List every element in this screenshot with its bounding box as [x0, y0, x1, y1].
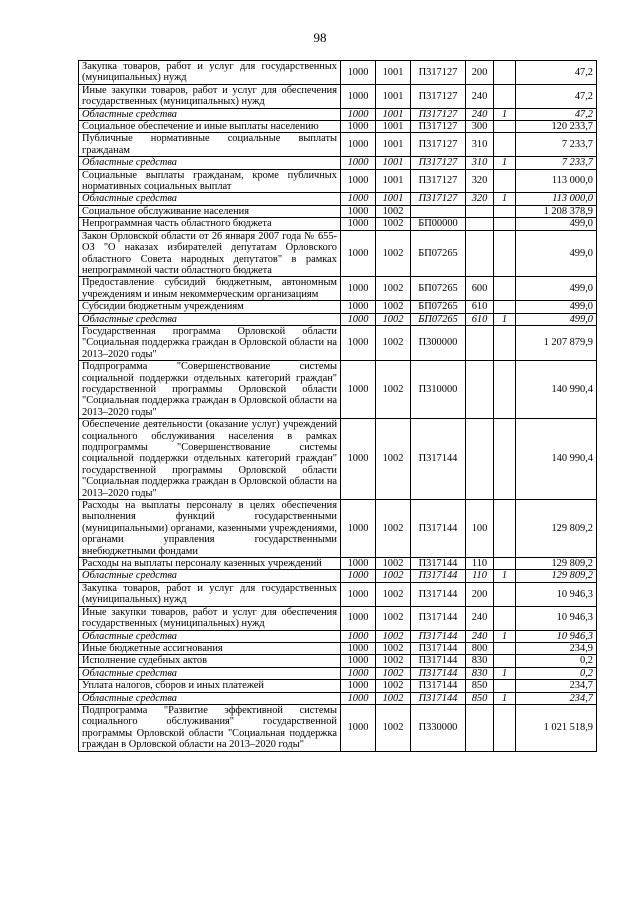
table-row	[79, 193, 597, 205]
amount: 113 000,0	[516, 169, 597, 193]
page-number: 98	[313, 30, 327, 45]
section-code: 1000	[341, 655, 376, 667]
section-code: 1000	[341, 218, 376, 230]
row-name: Закон Орловской области от 26 января 2007 года № 655-ОЗ "О наказах избирателей депутатам Орловского областного Совета народных депутатов" в рамках непрограммной части областного бюджета	[79, 230, 341, 277]
row-name: Расходы на выплаты персоналу в целях обеспечения выполнения функций государственными (муниципальными) органами, казенными учреждениями, органами управления государственными внебюджетными фондами	[79, 500, 341, 558]
fund-source-code	[494, 642, 516, 654]
amount: 140 990,4	[516, 419, 597, 500]
fund-source-code	[494, 361, 516, 419]
amount: 499,0	[516, 301, 597, 313]
subsection-code: 1002	[376, 570, 411, 582]
target-article-code: П317144	[411, 655, 466, 667]
table-row	[79, 61, 597, 85]
table-row	[79, 121, 597, 133]
row-name: Социальное обслуживание населения	[79, 205, 341, 217]
fund-source-code	[494, 582, 516, 606]
target-article-code: БП07265	[411, 230, 466, 277]
budget-table-body	[79, 61, 597, 752]
amount: 234,9	[516, 642, 597, 654]
subsection-code: 1002	[376, 325, 411, 360]
table-row	[79, 680, 597, 692]
expense-kind-code	[466, 361, 494, 419]
amount: 129 809,2	[516, 500, 597, 558]
table-row	[79, 108, 597, 120]
subsection-code: 1001	[376, 169, 411, 193]
expense-kind-code: 240	[466, 84, 494, 108]
table-row	[79, 570, 597, 582]
section-code: 1000	[341, 205, 376, 217]
expense-kind-code	[466, 704, 494, 751]
amount: 0,2	[516, 667, 597, 679]
table-row	[79, 692, 597, 704]
target-article-code: П330000	[411, 704, 466, 751]
section-code: 1000	[341, 157, 376, 169]
expense-kind-code: 830	[466, 667, 494, 679]
subsection-code: 1002	[376, 680, 411, 692]
table-row	[79, 230, 597, 277]
row-name: Социальные выплаты гражданам, кроме публичных нормативных социальных выплат	[79, 169, 341, 193]
amount: 499,0	[516, 313, 597, 325]
target-article-code: БП07265	[411, 301, 466, 313]
subsection-code: 1002	[376, 606, 411, 630]
target-article-code: П317127	[411, 193, 466, 205]
row-name: Иные бюджетные ассигнования	[79, 642, 341, 654]
section-code: 1000	[341, 133, 376, 157]
target-article-code: БП00000	[411, 218, 466, 230]
target-article-code: БП07265	[411, 277, 466, 301]
fund-source-code	[494, 230, 516, 277]
amount: 499,0	[516, 277, 597, 301]
expense-kind-code	[466, 230, 494, 277]
row-name: Иные закупки товаров, работ и услуг для обеспечения государственных (муниципальных) нужд	[79, 84, 341, 108]
table-row	[79, 157, 597, 169]
table-row	[79, 277, 597, 301]
row-name: Закупка товаров, работ и услуг для государственных (муниципальных) нужд	[79, 582, 341, 606]
amount: 7 233,7	[516, 133, 597, 157]
subsection-code: 1001	[376, 121, 411, 133]
section-code: 1000	[341, 277, 376, 301]
subsection-code: 1002	[376, 500, 411, 558]
fund-source-code: 1	[494, 570, 516, 582]
subsection-code: 1001	[376, 157, 411, 169]
subsection-code: 1002	[376, 692, 411, 704]
expense-kind-code: 310	[466, 157, 494, 169]
table-row	[79, 500, 597, 558]
target-article-code: П317144	[411, 692, 466, 704]
expense-kind-code: 610	[466, 301, 494, 313]
target-article-code: П317144	[411, 630, 466, 642]
section-code: 1000	[341, 313, 376, 325]
budget-table	[78, 60, 597, 752]
expense-kind-code: 300	[466, 121, 494, 133]
target-article-code: П317144	[411, 500, 466, 558]
fund-source-code: 1	[494, 108, 516, 120]
table-row	[79, 361, 597, 419]
row-name: Обеспечение деятельности (оказание услуг) учреждений социального обслуживания населения в рамках подпрограммы "Совершенствование системы социальной поддержки отдельных категорий граждан" государственной программы Орловской области "Социальная поддержка граждан в Орловской области на 2013–2020 годы"	[79, 419, 341, 500]
row-name: Социальное обеспечение и иные выплаты населению	[79, 121, 341, 133]
amount: 10 946,3	[516, 606, 597, 630]
expense-kind-code: 310	[466, 133, 494, 157]
section-code: 1000	[341, 606, 376, 630]
table-row	[79, 205, 597, 217]
fund-source-code: 1	[494, 157, 516, 169]
amount: 140 990,4	[516, 361, 597, 419]
row-name: Областные средства	[79, 193, 341, 205]
target-article-code: П317127	[411, 157, 466, 169]
table-row	[79, 642, 597, 654]
section-code: 1000	[341, 108, 376, 120]
section-code: 1000	[341, 169, 376, 193]
table-row	[79, 313, 597, 325]
target-article-code: П317144	[411, 667, 466, 679]
row-name: Иные закупки товаров, работ и услуг для обеспечения государственных (муниципальных) нужд	[79, 606, 341, 630]
subsection-code: 1002	[376, 361, 411, 419]
subsection-code: 1002	[376, 704, 411, 751]
fund-source-code	[494, 121, 516, 133]
amount: 129 809,2	[516, 570, 597, 582]
subsection-code: 1001	[376, 133, 411, 157]
subsection-code: 1002	[376, 642, 411, 654]
subsection-code: 1002	[376, 582, 411, 606]
target-article-code	[411, 205, 466, 217]
expense-kind-code: 320	[466, 193, 494, 205]
amount: 499,0	[516, 230, 597, 277]
amount: 234,7	[516, 680, 597, 692]
amount: 113 000,0	[516, 193, 597, 205]
amount: 234,7	[516, 692, 597, 704]
table-row	[79, 704, 597, 751]
table-row	[79, 606, 597, 630]
target-article-code: П317127	[411, 61, 466, 85]
expense-kind-code: 240	[466, 108, 494, 120]
expense-kind-code: 110	[466, 570, 494, 582]
table-row	[79, 84, 597, 108]
row-name: Областные средства	[79, 108, 341, 120]
target-article-code: П317144	[411, 419, 466, 500]
fund-source-code	[494, 61, 516, 85]
subsection-code: 1002	[376, 558, 411, 570]
subsection-code: 1002	[376, 205, 411, 217]
amount: 1 207 879,9	[516, 325, 597, 360]
target-article-code: П317127	[411, 121, 466, 133]
subsection-code: 1002	[376, 630, 411, 642]
table-row	[79, 218, 597, 230]
expense-kind-code: 110	[466, 558, 494, 570]
target-article-code: П317144	[411, 558, 466, 570]
row-name: Уплата налогов, сборов и иных платежей	[79, 680, 341, 692]
row-name: Областные средства	[79, 570, 341, 582]
row-name: Областные средства	[79, 692, 341, 704]
fund-source-code	[494, 277, 516, 301]
fund-source-code: 1	[494, 692, 516, 704]
fund-source-code	[494, 680, 516, 692]
fund-source-code	[494, 419, 516, 500]
row-name: Публичные нормативные социальные выплаты гражданам	[79, 133, 341, 157]
fund-source-code	[494, 84, 516, 108]
target-article-code: БП07265	[411, 313, 466, 325]
expense-kind-code	[466, 419, 494, 500]
section-code: 1000	[341, 325, 376, 360]
fund-source-code: 1	[494, 630, 516, 642]
target-article-code: П317127	[411, 84, 466, 108]
expense-kind-code: 240	[466, 630, 494, 642]
subsection-code: 1002	[376, 655, 411, 667]
target-article-code: П317144	[411, 606, 466, 630]
row-name: Областные средства	[79, 313, 341, 325]
target-article-code: П317144	[411, 642, 466, 654]
expense-kind-code: 850	[466, 680, 494, 692]
row-name: Подпрограмма "Развитие эффективной системы социального обслуживания" государственной программы Орловской области "Социальная поддержка граждан в Орловской области на 2013–2020 годы"	[79, 704, 341, 751]
section-code: 1000	[341, 667, 376, 679]
table-row	[79, 133, 597, 157]
subsection-code: 1002	[376, 301, 411, 313]
table-row	[79, 630, 597, 642]
expense-kind-code: 100	[466, 500, 494, 558]
fund-source-code	[494, 558, 516, 570]
row-name: Областные средства	[79, 157, 341, 169]
table-row	[79, 301, 597, 313]
expense-kind-code	[466, 205, 494, 217]
fund-source-code	[494, 133, 516, 157]
subsection-code: 1001	[376, 84, 411, 108]
row-name: Закупка товаров, работ и услуг для государственных (муниципальных) нужд	[79, 61, 341, 85]
fund-source-code	[494, 218, 516, 230]
row-name: Областные средства	[79, 667, 341, 679]
section-code: 1000	[341, 692, 376, 704]
fund-source-code	[494, 205, 516, 217]
amount: 0,2	[516, 655, 597, 667]
amount: 47,2	[516, 84, 597, 108]
fund-source-code	[494, 606, 516, 630]
section-code: 1000	[341, 680, 376, 692]
expense-kind-code: 200	[466, 61, 494, 85]
target-article-code: П317144	[411, 582, 466, 606]
amount: 7 233,7	[516, 157, 597, 169]
table-row	[79, 419, 597, 500]
row-name: Государственная программа Орловской области "Социальная поддержка граждан в Орловской области на 2013–2020 годы"	[79, 325, 341, 360]
amount: 129 809,2	[516, 558, 597, 570]
fund-source-code	[494, 704, 516, 751]
section-code: 1000	[341, 570, 376, 582]
fund-source-code	[494, 655, 516, 667]
target-article-code: П317127	[411, 169, 466, 193]
amount: 47,2	[516, 108, 597, 120]
expense-kind-code: 320	[466, 169, 494, 193]
amount: 47,2	[516, 61, 597, 85]
section-code: 1000	[341, 582, 376, 606]
row-name: Расходы на выплаты персоналу казенных учреждений	[79, 558, 341, 570]
amount: 1 021 518,9	[516, 704, 597, 751]
table-row	[79, 582, 597, 606]
amount: 10 946,3	[516, 582, 597, 606]
section-code: 1000	[341, 301, 376, 313]
subsection-code: 1002	[376, 419, 411, 500]
fund-source-code	[494, 500, 516, 558]
fund-source-code: 1	[494, 313, 516, 325]
section-code: 1000	[341, 704, 376, 751]
amount: 499,0	[516, 218, 597, 230]
subsection-code: 1001	[376, 61, 411, 85]
expense-kind-code	[466, 325, 494, 360]
target-article-code: П317144	[411, 570, 466, 582]
subsection-code: 1001	[376, 193, 411, 205]
target-article-code: П317127	[411, 108, 466, 120]
amount: 120 233,7	[516, 121, 597, 133]
expense-kind-code: 800	[466, 642, 494, 654]
fund-source-code	[494, 301, 516, 313]
target-article-code: П310000	[411, 361, 466, 419]
section-code: 1000	[341, 558, 376, 570]
section-code: 1000	[341, 419, 376, 500]
expense-kind-code: 200	[466, 582, 494, 606]
expense-kind-code	[466, 218, 494, 230]
row-name: Непрограммная часть областного бюджета	[79, 218, 341, 230]
section-code: 1000	[341, 61, 376, 85]
subsection-code: 1002	[376, 218, 411, 230]
expense-kind-code: 830	[466, 655, 494, 667]
expense-kind-code: 240	[466, 606, 494, 630]
target-article-code: П317127	[411, 133, 466, 157]
row-name: Исполнение судебных актов	[79, 655, 341, 667]
fund-source-code	[494, 325, 516, 360]
subsection-code: 1002	[376, 313, 411, 325]
expense-kind-code: 610	[466, 313, 494, 325]
table-row	[79, 325, 597, 360]
section-code: 1000	[341, 500, 376, 558]
amount: 10 946,3	[516, 630, 597, 642]
table-row	[79, 558, 597, 570]
target-article-code: П317144	[411, 680, 466, 692]
amount: 1 208 378,9	[516, 205, 597, 217]
row-name: Подпрограмма "Совершенствование системы социальной поддержки отдельных категорий граждан" государственной программы Орловской области "Социальная поддержка граждан в Орловской области на 2013–2020 годы"	[79, 361, 341, 419]
section-code: 1000	[341, 230, 376, 277]
subsection-code: 1001	[376, 108, 411, 120]
section-code: 1000	[341, 361, 376, 419]
subsection-code: 1002	[376, 667, 411, 679]
table-row	[79, 655, 597, 667]
fund-source-code: 1	[494, 193, 516, 205]
table-row	[79, 169, 597, 193]
subsection-code: 1002	[376, 277, 411, 301]
section-code: 1000	[341, 121, 376, 133]
section-code: 1000	[341, 630, 376, 642]
table-row	[79, 667, 597, 679]
expense-kind-code: 850	[466, 692, 494, 704]
target-article-code: П300000	[411, 325, 466, 360]
row-name: Областные средства	[79, 630, 341, 642]
expense-kind-code: 600	[466, 277, 494, 301]
section-code: 1000	[341, 642, 376, 654]
section-code: 1000	[341, 193, 376, 205]
row-name: Субсидии бюджетным учреждениям	[79, 301, 341, 313]
section-code: 1000	[341, 84, 376, 108]
row-name: Предоставление субсидий бюджетным, автономным учреждениям и иным некоммерческим организациям	[79, 277, 341, 301]
fund-source-code: 1	[494, 667, 516, 679]
fund-source-code	[494, 169, 516, 193]
subsection-code: 1002	[376, 230, 411, 277]
